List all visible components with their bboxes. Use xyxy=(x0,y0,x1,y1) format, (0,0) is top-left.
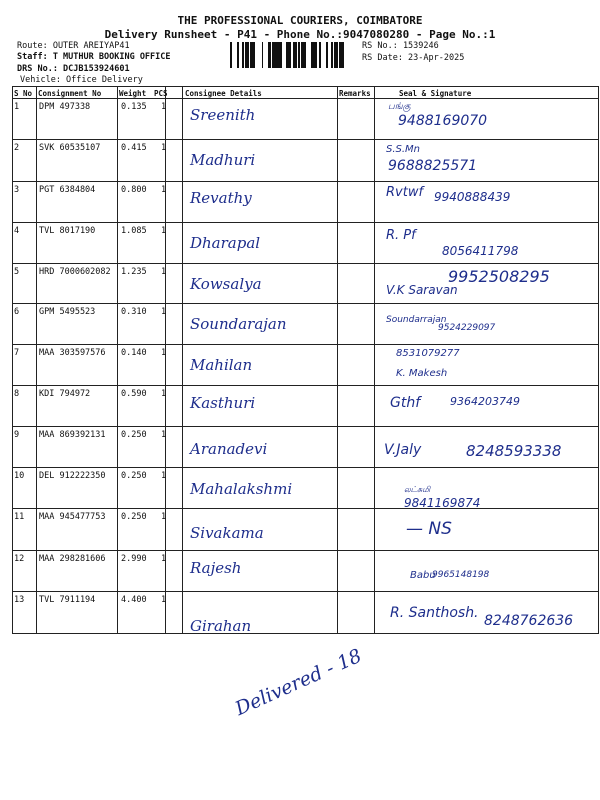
row-divider xyxy=(12,181,598,182)
row-divider xyxy=(12,385,598,386)
serial-number: 3 xyxy=(14,185,20,195)
weight-value: 0.310 xyxy=(121,307,147,317)
barcode-bar xyxy=(279,42,280,68)
barcode-bar xyxy=(262,42,263,68)
consignment-number: KDI 794972 xyxy=(39,389,91,399)
signature: R. Santhosh. xyxy=(390,605,479,621)
receiver-phone: 8056411798 xyxy=(442,244,519,258)
row-divider xyxy=(12,591,598,592)
pieces-count: 1 xyxy=(161,595,167,605)
row-divider xyxy=(12,508,598,509)
barcode-bar xyxy=(319,42,321,68)
barcode-bar xyxy=(280,42,281,68)
pieces-count: 1 xyxy=(161,143,167,153)
barcode-bar xyxy=(311,42,314,68)
company-title: THE PROFESSIONAL COURIERS, COIMBATORE xyxy=(177,14,423,27)
consignment-number: TVL 8017190 xyxy=(39,226,96,236)
consignment-number: TVL 7911194 xyxy=(39,595,96,605)
signature: V.Jaly xyxy=(384,442,422,458)
row-divider xyxy=(12,139,598,140)
barcode-bar xyxy=(290,42,291,68)
consignment-number: MAA 869392131 xyxy=(39,430,106,440)
barcode-bar xyxy=(247,42,249,68)
consignee-name: Dharapal xyxy=(190,234,261,252)
consignment-number: DEL 912222350 xyxy=(39,471,106,481)
barcode-bar xyxy=(268,42,271,68)
column-header: Consignee Details xyxy=(185,89,262,98)
column-divider xyxy=(374,86,375,634)
row-divider xyxy=(12,303,598,304)
barcode-bar xyxy=(304,42,306,68)
consignment-number: MAA 945477753 xyxy=(39,512,106,522)
barcode-bar xyxy=(331,42,333,68)
signature: S.S.Mn xyxy=(386,144,421,155)
barcode-bar xyxy=(334,42,335,68)
serial-number: 6 xyxy=(14,307,20,317)
barcode-bar xyxy=(288,42,290,68)
serial-number: 11 xyxy=(14,512,25,522)
row-divider xyxy=(12,633,598,634)
serial-number: 12 xyxy=(14,554,25,564)
consignee-name: Soundarajan xyxy=(190,315,287,333)
signature: லட்சுமி xyxy=(404,485,431,494)
signature: Babu xyxy=(410,570,436,581)
pieces-count: 1 xyxy=(161,267,167,277)
header-divider xyxy=(12,86,598,87)
row-divider xyxy=(12,467,598,468)
consignee-name: Kasthuri xyxy=(190,394,256,412)
header-divider xyxy=(12,98,598,99)
barcode-bar xyxy=(273,42,276,68)
consignment-number: SVK 60535107 xyxy=(39,143,101,153)
drs-number: DRS No.: DCJB153924601 xyxy=(17,64,130,74)
serial-number: 7 xyxy=(14,348,20,358)
weight-value: 1.235 xyxy=(121,267,147,277)
barcode-bar xyxy=(336,42,338,68)
consignment-number: PGT 6384804 xyxy=(39,185,96,195)
consignee-name: Kowsalya xyxy=(190,275,262,293)
pieces-count: 1 xyxy=(161,348,167,358)
weight-value: 0.415 xyxy=(121,143,147,153)
consignee-name: Mahalakshmi xyxy=(190,480,293,498)
barcode-bar xyxy=(301,42,304,68)
barcode-image xyxy=(230,42,346,68)
column-divider xyxy=(12,86,13,634)
serial-number: 9 xyxy=(14,430,20,440)
signature: Soundarrajan xyxy=(386,315,447,325)
receiver-phone: 9841169874 xyxy=(404,496,481,510)
column-divider xyxy=(337,86,338,634)
receiver-phone: 9688825571 xyxy=(388,158,478,174)
signature: Rvtwf xyxy=(386,185,424,200)
column-header: Weight xyxy=(119,89,147,98)
barcode-bar xyxy=(294,42,297,68)
receiver-phone: 9965148198 xyxy=(432,570,490,580)
serial-number: 13 xyxy=(14,595,25,605)
column-divider xyxy=(165,86,166,634)
column-header: PCS xyxy=(154,89,168,98)
receiver-phone: 8248762636 xyxy=(484,613,574,629)
barcode-bar xyxy=(246,42,247,68)
pieces-count: 1 xyxy=(161,430,167,440)
row-divider xyxy=(12,550,598,551)
barcode-bar xyxy=(293,42,294,68)
consignment-number: DPM 497338 xyxy=(39,102,91,112)
receiver-phone: 9952508295 xyxy=(448,267,550,286)
row-divider xyxy=(12,263,598,264)
weight-value: 0.250 xyxy=(121,512,147,522)
weight-value: 1.085 xyxy=(121,226,147,236)
vehicle-label: Vehicle: Office Delivery xyxy=(20,75,143,85)
serial-number: 10 xyxy=(14,471,25,481)
consignee-name: Madhuri xyxy=(190,151,256,169)
weight-value: 2.990 xyxy=(121,554,147,564)
column-divider xyxy=(182,86,183,634)
signature: R. Pf xyxy=(386,228,416,243)
consignee-name: Mahilan xyxy=(190,356,253,374)
barcode-bar xyxy=(252,42,255,68)
barcode-bar xyxy=(286,42,288,68)
consignee-name: Aranadevi xyxy=(190,440,268,458)
barcode-bar xyxy=(276,42,279,68)
serial-number: 1 xyxy=(14,102,20,112)
weight-value: 0.590 xyxy=(121,389,147,399)
weight-value: 4.400 xyxy=(121,595,147,605)
consignment-number: MAA 298281606 xyxy=(39,554,106,564)
weight-value: 0.135 xyxy=(121,102,147,112)
column-divider xyxy=(36,86,37,634)
receiver-phone: 8531079277 xyxy=(396,348,460,359)
pieces-count: 1 xyxy=(161,226,167,236)
barcode-bar xyxy=(339,42,341,68)
pieces-count: 1 xyxy=(161,307,167,317)
consignee-name: Sreenith xyxy=(190,106,256,124)
receiver-phone: 9364203749 xyxy=(450,395,520,408)
barcode-bar xyxy=(250,42,252,68)
barcode-bar xyxy=(272,42,273,68)
barcode-bar xyxy=(230,42,232,68)
column-divider xyxy=(598,86,599,634)
receiver-phone: 9488169070 xyxy=(398,113,488,129)
rs-number: RS No.: 1539246 xyxy=(362,41,439,51)
consignment-number: GPM 5495523 xyxy=(39,307,96,317)
rs-date: RS Date: 23-Apr-2025 xyxy=(362,53,465,63)
runsheet-subtitle: Delivery Runsheet - P41 - Phone No.:9047080280 - Page No.:1 xyxy=(104,28,496,41)
serial-number: 4 xyxy=(14,226,20,236)
signature: — NS xyxy=(406,519,452,539)
weight-value: 0.140 xyxy=(121,348,147,358)
column-header: Seal & Signature xyxy=(399,89,472,98)
pieces-count: 1 xyxy=(161,185,167,195)
barcode-bar xyxy=(341,42,344,68)
barcode-bar xyxy=(326,42,328,68)
pieces-count: 1 xyxy=(161,102,167,112)
signature: Gthf xyxy=(390,395,421,411)
consignee-name: Sivakama xyxy=(190,524,264,542)
consignee-name: Rajesh xyxy=(190,559,242,577)
delivered-count-note: Delivered - 18 xyxy=(232,644,365,721)
row-divider xyxy=(12,344,598,345)
consignment-number: MAA 303597576 xyxy=(39,348,106,358)
barcode-bar xyxy=(335,42,336,68)
barcode-bar xyxy=(281,42,282,68)
pieces-count: 1 xyxy=(161,389,167,399)
receiver-phone: 9940888439 xyxy=(434,190,511,204)
barcode-bar xyxy=(298,42,300,68)
row-divider xyxy=(12,426,598,427)
signature: K. Makesh xyxy=(396,368,448,379)
weight-value: 0.800 xyxy=(121,185,147,195)
column-divider xyxy=(117,86,118,634)
receiver-phone: 9524229097 xyxy=(438,323,496,333)
serial-number: 5 xyxy=(14,267,20,277)
pieces-count: 1 xyxy=(161,512,167,522)
staff-label: Staff: T MUTHUR BOOKING OFFICE xyxy=(17,52,171,62)
barcode-bar xyxy=(245,42,246,68)
pieces-count: 1 xyxy=(161,471,167,481)
serial-number: 8 xyxy=(14,389,20,399)
serial-number: 2 xyxy=(14,143,20,153)
row-divider xyxy=(12,222,598,223)
consignment-number: HRD 7000602082 xyxy=(39,267,111,277)
signature: பங்கு xyxy=(388,102,411,112)
barcode-bar xyxy=(314,42,317,68)
weight-value: 0.250 xyxy=(121,471,147,481)
signature: V.K Saravan xyxy=(386,283,458,297)
route-label: Route: OUTER AREIYAP41 xyxy=(17,41,130,51)
consignee-name: Revathy xyxy=(190,189,252,207)
weight-value: 0.250 xyxy=(121,430,147,440)
barcode-bar xyxy=(242,42,244,68)
receiver-phone: 8248593338 xyxy=(466,442,562,460)
column-header: S No xyxy=(14,89,33,98)
barcode-bar xyxy=(237,42,239,68)
column-header: Consignment No xyxy=(38,89,102,98)
pieces-count: 1 xyxy=(161,554,167,564)
column-header: Remarks xyxy=(339,89,371,98)
consignee-name: Girahan xyxy=(190,617,252,635)
